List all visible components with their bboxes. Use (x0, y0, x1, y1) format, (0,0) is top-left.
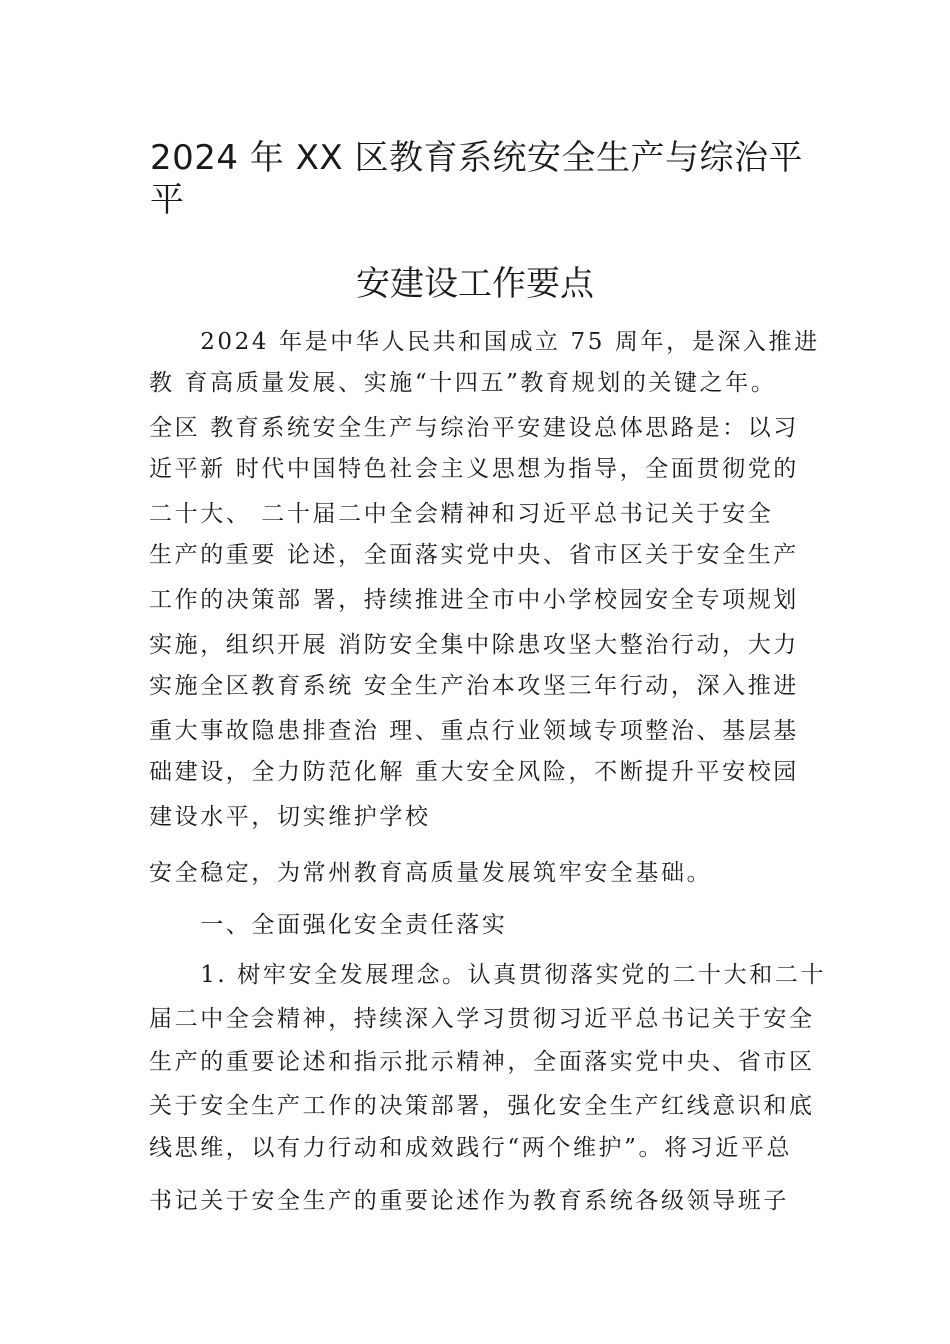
paragraph-1-line-9: 实施全区教育系统 安全生产治本攻坚三年行动，深入推进 (149, 673, 799, 699)
paragraph-1-line-7: 工作的决策部 署，持续推进全市中小学校园安全专项规划 (149, 587, 799, 613)
document-title-line-1: 2024 年 XX 区教育系统安全生产与综治平 (150, 138, 804, 178)
paragraph-1-line-12: 建设水平，切实维护学校 (149, 804, 431, 830)
paragraph-1-line-2: 教 育高质量发展、实施“十四五”教育规划的关键之年。 (149, 370, 777, 396)
paragraph-3-line-6: 书记关于安全生产的重要论述作为教育系统各级领导班子 (149, 1188, 789, 1214)
paragraph-3-line-4: 关于安全生产工作的决策部署，强化安全生产红线意识和底 (149, 1093, 815, 1119)
paragraph-1-line-10: 重大事故隐患排查治 理、重点行业领域专项整治、基层基 (149, 718, 799, 744)
document-title-line-2: 平 (150, 180, 184, 220)
paragraph-2-line-1: 安全稳定，为常州教育高质量发展筑牢安全基础。 (149, 860, 713, 886)
paragraph-1-line-11: 础建设，全力防范化解 重大安全风险，不断提升平安校园 (149, 759, 799, 785)
section-1-heading: 一、全面强化安全责任落实 (149, 912, 508, 938)
paragraph-1-line-8: 实施，组织开展 消防安全集中除患攻坚大整治行动，大力 (149, 632, 799, 658)
paragraph-3-line-1: 1. 树牢安全发展理念。认真贯彻落实党的二十大和二十 (149, 962, 827, 988)
paragraph-3-line-3: 生产的重要论述和指示批示精神，全面落实党中央、省市区 (149, 1049, 815, 1075)
paragraph-1-line-4: 近平新 时代中国特色社会主义思想为指导，全面贯彻党的 (149, 456, 799, 482)
paragraph-1-line-5: 二十大、 二十届二中全会精神和习近平总书记关于安全 (149, 501, 774, 527)
paragraph-1-line-1: 2024 年是中华人民共和国成立 75 周年，是深入推进 (149, 329, 820, 355)
paragraph-1-line-6: 生产的重要 论述，全面落实党中央、省市区关于安全生产 (149, 542, 799, 568)
paragraph-1-line-3: 全区 教育系统安全生产与综治平安建设总体思路是：以习 (149, 415, 799, 441)
paragraph-3-line-2: 届二中全会精神，持续深入学习贯彻习近平总书记关于安全 (149, 1006, 815, 1032)
paragraph-3-line-5: 线思维，以有力行动和成效践行“两个维护”。将习近平总 (149, 1135, 793, 1161)
document-title-line-3: 安建设工作要点 (356, 264, 594, 304)
